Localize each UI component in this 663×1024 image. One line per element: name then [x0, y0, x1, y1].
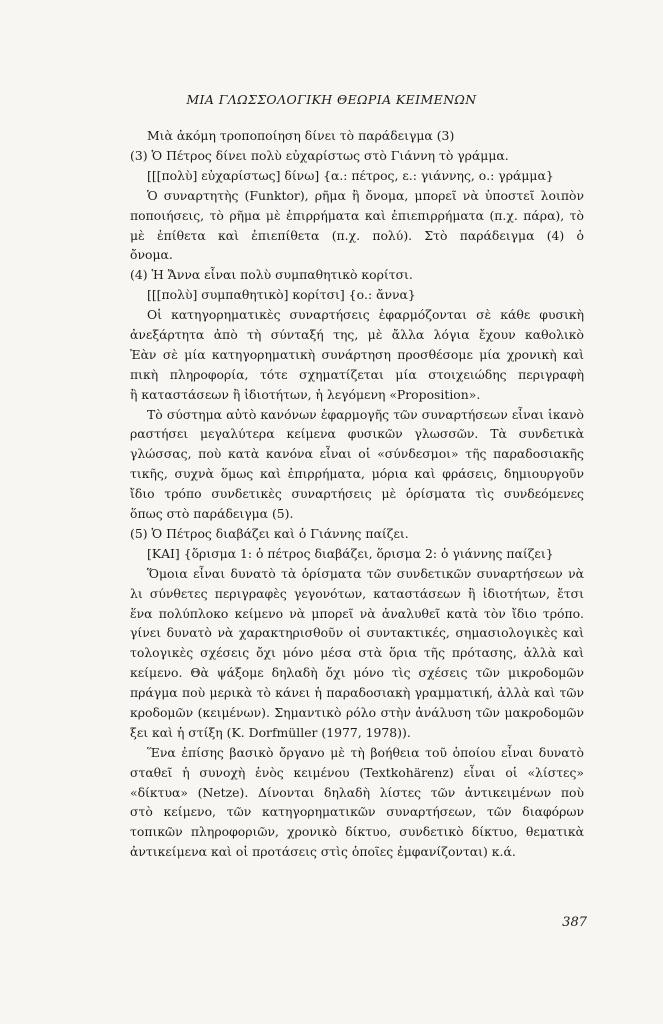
text-line: ποποιήσεις, τὸ ρῆμα μὲ ἐπιρρήματα καὶ ἐπιεπιρρήματα (π.χ. πάρα), τὸ — [130, 207, 584, 223]
text-line: τοπικῶν πληροφοριῶν, χρονικὸ δίκτυο, συνδετικὸ δίκτυο, θεματικὰ — [130, 824, 584, 840]
text-line: τικῆς, συχνὰ ὅμως καὶ ἐπιρρήματα, μόρια καὶ φράσεις, δημιουργοῦν — [130, 466, 584, 482]
text-line: Ὅμοια εἶναι δυνατὸ τὰ ὁρίσματα τῶν συνδετικῶν συναρτήσεων νὰ — [147, 565, 584, 581]
text-line: Μιὰ ἀκόμη τροποποίηση δίνει τὸ παράδειγμα (3) — [147, 128, 455, 143]
example-3: (3) Ὁ Πέτρος δίνει πολὺ εὐχαρίστως στὸ Γιάννη τὸ γράμμα. — [130, 147, 509, 163]
text-line: ἕνα πολύπλοκο κείμενο νὰ μπορεῖ νὰ ἀναλυθεῖ κατὰ τὸν ἴδιο τρόπο. — [130, 605, 584, 621]
text-line: Ἕνα ἐπίσης βασικὸ ὄργανο μὲ τὴ βοήθεια τοῦ ὁποίου εἶναι δυνατὸ — [147, 744, 584, 760]
text-line: ξει καὶ ἡ στίξη (K. Dorfmüller (1977, 1978)). — [130, 724, 411, 740]
text-line: κείμενο. Θὰ ψάξομε δηλαδὴ ὄχι μόνο τὶς σχέσεις τῶν μικροδομῶν — [130, 665, 584, 681]
text-line: κροδομῶν (κειμένων). Σημαντικὸ ρόλο στὴν ἀνάλυση τῶν μακροδομῶν — [130, 704, 584, 720]
text-line: ἴδιο τρόπο συνδετικὲς συναρτήσεις μὲ ὁρίσματα τὶς συνδεόμενες — [130, 486, 584, 502]
text-line: ἀνεξάρτητα ἀπὸ τὴ σύνταξή της, μὲ ἄλλα λόγια ἔχουν καθολικὸ — [130, 327, 584, 342]
text-line: ραστήσει μεγαλύτερα κείμενα φυσικῶν γλωσσῶν. Τὰ συνδετικὰ — [130, 426, 584, 442]
text-line: πικὴ πληροφορία, τότε σχηματίζεται μία στοιχειώδης περιγραφὴ — [130, 366, 584, 382]
text-line: τολογικὲς σχέσεις ὄχι μόνο μέσα στὰ ὅρια τῆς πρότασης, ἀλλὰ καὶ — [130, 645, 584, 661]
text-line: γίνει δυνατὸ νὰ χαρακτηρισθοῦν οἱ συντακτικές, σημασιολογικὲς καὶ — [130, 625, 584, 641]
text-line: μὲ ἐπίθετα καὶ ἐπιεπίθετα (π.χ. πολύ). Στὸ παράδειγμα (4) ὁ — [130, 227, 584, 243]
example-4: (4) Ἡ Ἄννα εἶναι πολὺ συμπαθητικὸ κορίτσι. — [130, 267, 413, 283]
text-line: πράγμα ποὺ μερικὰ τὸ κάνει ἡ παραδοσιακὴ γραμματική, ἀλλὰ καὶ τῶν — [130, 685, 584, 701]
example-5-formula: [ΚΑΙ] {ὅρισμα 1: ὁ πέτρος διαβάζει, ὅρισμα 2: ὁ γιάννης παίζει} — [147, 545, 554, 561]
text-line: στὸ κείμενο, τῶν κατηγορηματικῶν συναρτήσεων, τῶν διαφόρων — [130, 804, 584, 820]
text-line: σταθεῖ ἡ συνοχὴ ἑνὸς κειμένου (Textkohärenz) εἶναι οἱ «λίστες» — [130, 764, 584, 780]
text-line: ἀντικείμενα καὶ οἱ προτάσεις στὶς ὁποῖες ἐμφανίζονται) κ.ά. — [130, 844, 516, 860]
text-line: Οἱ κατηγορηματικὲς συναρτήσεις ἐφαρμόζονται σὲ κάθε φυσικὴ — [147, 307, 584, 323]
example-5: (5) Ὁ Πέτρος διαβάζει καὶ ὁ Γιάννης παίζει. — [130, 525, 409, 541]
running-head: ΜΙΑ ΓΛΩΣΣΟΛΟΓΙΚΗ ΘΕΩΡΙΑ ΚΕΙΜΕΝΩΝ — [186, 92, 477, 107]
text-line: ἢ καταστάσεων ἢ ἰδιοτήτων, ἡ λεγόμενη «Proposition». — [130, 386, 481, 402]
example-4-formula: [[[πολὺ] συμπαθητικὸ] κορίτσι] {ο.: ἄννα} — [147, 287, 416, 303]
text-line: γλώσσας, ποὺ κατὰ κανόνα εἶναι οἱ «σύνδεσμοι» τῆς παραδοσιακῆς — [130, 446, 584, 462]
text-line: Τὸ σύστημα αὐτὸ κανόνων ἐφαρμογῆς τῶν συναρτήσεων εἶναι ἱκανὸ — [147, 406, 584, 422]
body-text — [130, 126, 584, 862]
text-line: Ὁ συναρτητὴς (Funktor), ρῆμα ἢ ὄνομα, μπορεῖ νὰ ὑποστεῖ λοιπὸν — [147, 187, 584, 203]
page-number: 387 — [562, 915, 587, 930]
text-line: λι σύνθετες περιγραφὲς γεγονότων, καταστάσεων ἢ ἰδιοτήτων, ἔτσι — [130, 585, 584, 601]
text-line: «δίκτυα» (Netze). Δίνονται δηλαδὴ λίστες τῶν ἀντικειμένων ποὺ — [130, 784, 584, 800]
text-line: ὅπως στὸ παράδειγμα (5). — [130, 506, 294, 522]
text-line: ὄνομα. — [130, 247, 173, 263]
text-line: Ἐὰν σὲ μία κατηγορηματικὴ συνάρτηση προσθέσομε μία χρονικὴ καὶ — [130, 346, 584, 362]
example-3-formula: [[[πολὺ] εὐχαρίστως] δίνω] {α.: πέτρος, ε.: γιάννης, ο.: γράμμα} — [147, 167, 554, 183]
